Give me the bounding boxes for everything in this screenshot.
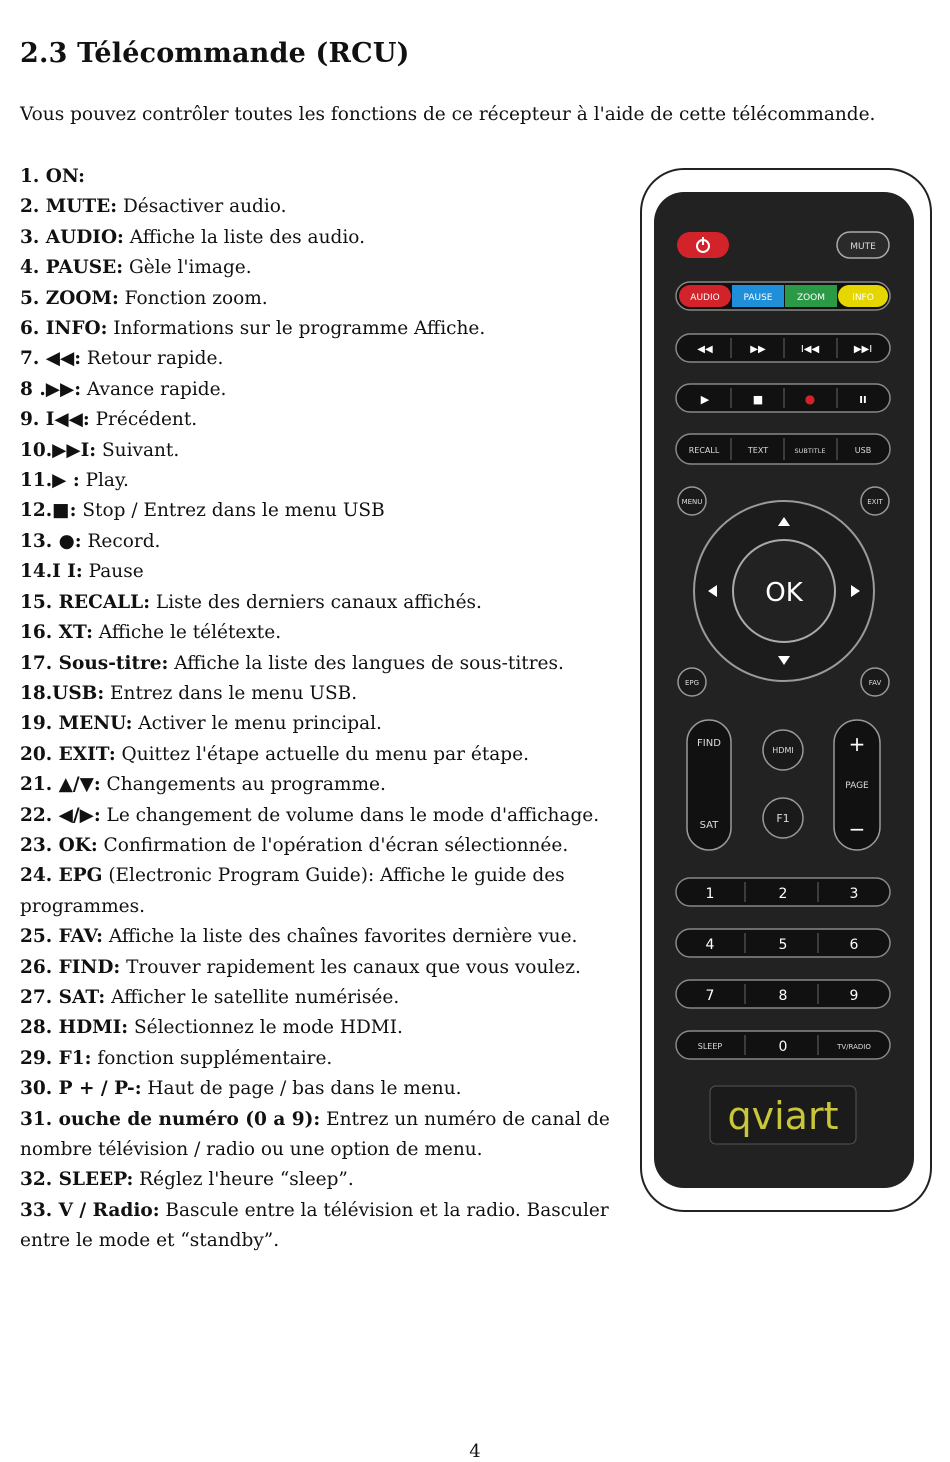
- item-text: Trouver rapidement les canaux que vous voulez.: [120, 956, 581, 978]
- find-label: FIND: [697, 738, 721, 749]
- intro-paragraph: Vous pouvez contrôler toutes les fonctions de ce récepteur à l'aide de cette télécommande.: [20, 104, 876, 125]
- item-text: Entrez un numéro de canal de nombre télévision / radio ou une option de menu.: [20, 1108, 610, 1160]
- ok-label: OK: [765, 578, 803, 608]
- digit-8-label: 8: [778, 988, 788, 1004]
- sleep-label: SLEEP: [697, 1042, 723, 1051]
- item-text: fonction supplémentaire.: [91, 1047, 333, 1069]
- digit-6-label: 6: [849, 937, 859, 953]
- list-item: [20, 588, 640, 618]
- item-text: (Electronic Program Guide): Affiche le guide des programmes.: [20, 865, 565, 917]
- number-row-4: [676, 1031, 890, 1059]
- item-text: Le changement de volume dans le mode d'affichage.: [100, 804, 600, 826]
- number-row-2: [676, 929, 890, 957]
- menu-button: [678, 487, 706, 515]
- item-text: Affiche le télétexte.: [92, 622, 282, 644]
- hdmi-button: [763, 730, 803, 770]
- next-icon: ▶▶I: [853, 344, 873, 355]
- item-key: 21. ▲/▼:: [20, 774, 101, 796]
- item-text: Confirmation de l'opération d'écran sélectionnée.: [97, 834, 569, 856]
- list-item: [20, 1165, 640, 1195]
- list-item: [20, 679, 640, 709]
- item-key: 22. ◀/▶:: [20, 804, 101, 826]
- list-item: [20, 1105, 640, 1166]
- item-text: Désactiver audio.: [117, 196, 287, 218]
- info-label: INFO: [852, 293, 874, 303]
- epg-label: EPG: [684, 679, 700, 687]
- item-key: 9. I◀◀:: [20, 409, 90, 431]
- list-item: [20, 527, 640, 557]
- list-item: [20, 192, 640, 222]
- transport-row-2: [676, 384, 890, 412]
- item-text: Haut de page / bas dans le menu.: [141, 1078, 462, 1100]
- item-key: 17. Sous-titre:: [20, 652, 169, 674]
- menu-label: MENU: [681, 498, 703, 506]
- epg-button: [678, 668, 706, 696]
- list-item: [20, 831, 640, 861]
- list-item: [20, 344, 640, 374]
- item-key: 18.USB:: [20, 682, 105, 704]
- item-key: 27. SAT:: [20, 986, 106, 1008]
- fav-label: FAV: [868, 679, 882, 687]
- rewind-icon: ◀◀: [697, 344, 713, 355]
- list-item: [20, 436, 640, 466]
- list-item: [20, 618, 640, 648]
- item-key: 14.I I:: [20, 561, 83, 583]
- record-icon: ●: [804, 392, 816, 406]
- pause-icon: II: [859, 395, 867, 406]
- power-button: [677, 232, 729, 258]
- digit-5-label: 5: [778, 937, 788, 953]
- item-key: 32. SLEEP:: [20, 1169, 134, 1191]
- item-text: Entrez dans le menu USB.: [104, 682, 358, 704]
- list-item: [20, 1044, 640, 1074]
- section-title: 2.3 Télécommande (RCU): [20, 38, 410, 69]
- navigation-pad: [694, 501, 874, 681]
- item-text: Fonction zoom.: [118, 287, 268, 309]
- number-row-3: [676, 980, 890, 1008]
- brand-wordmark: qviart: [727, 1094, 839, 1138]
- item-key: 10.▶▶I:: [20, 439, 97, 461]
- list-item: [20, 953, 640, 983]
- digit-2-label: 2: [778, 886, 788, 902]
- item-text: Pause: [82, 561, 144, 583]
- item-key: 2. MUTE:: [20, 196, 118, 218]
- list-item: [20, 1074, 640, 1104]
- exit-label: EXIT: [867, 498, 883, 506]
- list-item: [20, 284, 640, 314]
- exit-button: [861, 487, 889, 515]
- item-key: 8 .▶▶:: [20, 378, 82, 400]
- mute-button: [837, 232, 889, 258]
- list-item: [20, 922, 640, 952]
- page-minus-label: −: [848, 817, 866, 841]
- item-text: Affiche la liste des langues de sous-titres.: [168, 652, 564, 674]
- list-item: [20, 314, 640, 344]
- digit-7-label: 7: [705, 988, 715, 1004]
- zoom-label: ZOOM: [796, 293, 826, 303]
- transport-row-1: [676, 334, 890, 362]
- audio-label: AUDIO: [690, 293, 720, 303]
- item-key: 26. FIND:: [20, 956, 121, 978]
- function-list: [20, 162, 640, 1257]
- tv-radio-label: TV/RADIO: [837, 1043, 871, 1051]
- item-text: Changements au programme.: [100, 774, 386, 796]
- sat-label: SAT: [699, 820, 719, 831]
- item-text: Record.: [81, 530, 161, 552]
- digit-0-label: 0: [778, 1039, 788, 1055]
- list-item: [20, 223, 640, 253]
- fast-forward-icon: ▶▶: [750, 344, 766, 355]
- list-item: [20, 253, 640, 283]
- play-icon: ▶: [700, 393, 710, 406]
- previous-icon: I◀◀: [800, 344, 820, 355]
- list-item: [20, 162, 640, 192]
- digit-1-label: 1: [705, 886, 715, 902]
- item-text: Réglez l'heure “sleep”.: [133, 1169, 354, 1191]
- list-item: [20, 740, 640, 770]
- item-text: Bascule entre la télévision et la radio. Basculer entre le mode et “standby”.: [20, 1199, 609, 1252]
- item-text: Activer le menu principal.: [132, 713, 382, 735]
- item-text: Quittez l'étape actuelle du menu par étape.: [115, 743, 529, 765]
- hdmi-label: HDMI: [772, 746, 794, 755]
- item-text: Affiche la liste des audio.: [123, 226, 365, 248]
- item-text: Retour rapide.: [81, 348, 224, 370]
- list-item: [20, 709, 640, 739]
- item-key: 19. MENU:: [20, 713, 133, 735]
- item-key: 6. INFO:: [20, 318, 108, 340]
- list-item: [20, 405, 640, 435]
- item-text: Informations sur le programme Affiche.: [107, 318, 486, 340]
- text-label: TEXT: [747, 446, 769, 455]
- item-key: 25. FAV:: [20, 926, 104, 948]
- list-item: [20, 770, 640, 800]
- stop-icon: ■: [752, 393, 764, 406]
- item-key: 33. V / Radio:: [20, 1199, 160, 1221]
- item-key: 4. PAUSE:: [20, 257, 124, 279]
- item-text: Précédent.: [89, 409, 198, 431]
- item-key: 20. EXIT:: [20, 743, 116, 765]
- item-key: 11.▶ :: [20, 470, 80, 492]
- item-key: 7. ◀◀:: [20, 348, 82, 370]
- usb-label: USB: [854, 446, 872, 455]
- list-item: [20, 557, 640, 587]
- item-text: Avance rapide.: [81, 378, 227, 400]
- item-text: Liste des derniers canaux affichés.: [150, 591, 482, 613]
- item-key: 1. ON:: [20, 166, 85, 187]
- item-text: Sélectionnez le mode HDMI.: [128, 1017, 403, 1039]
- list-item: [20, 649, 640, 679]
- item-text: Stop / Entrez dans le menu USB: [76, 500, 385, 522]
- page-plus-label: +: [848, 732, 866, 756]
- digit-4-label: 4: [705, 937, 715, 953]
- page-number: 4: [469, 1441, 481, 1462]
- pause-label: PAUSE: [743, 293, 773, 303]
- f1-label: F1: [776, 812, 790, 825]
- f1-button: [763, 798, 803, 838]
- item-key: 31. ouche de numéro (0 a 9):: [20, 1108, 321, 1130]
- item-key: 16. XT:: [20, 622, 93, 644]
- item-key: 13. ●:: [20, 530, 82, 552]
- find-sat-rocker: [687, 720, 731, 850]
- list-item: [20, 375, 640, 405]
- item-key: 15. RECALL:: [20, 591, 151, 613]
- item-text: Gèle l'image.: [123, 257, 252, 279]
- item-text: Suivant.: [96, 439, 180, 461]
- function-row: [676, 434, 890, 464]
- item-text: Affiche la liste des chaînes favorites dernière vue.: [103, 926, 578, 948]
- fav-button: [861, 668, 889, 696]
- list-item: [20, 983, 640, 1013]
- item-text: Play.: [79, 470, 129, 492]
- item-key: 3. AUDIO:: [20, 226, 124, 248]
- item-key: 5. ZOOM:: [20, 287, 119, 309]
- list-item: [20, 496, 640, 526]
- digit-3-label: 3: [849, 886, 859, 902]
- color-button-row: [676, 282, 890, 310]
- list-item: [20, 1013, 640, 1043]
- brand-logo: [710, 1086, 856, 1144]
- list-item: [20, 1196, 640, 1257]
- list-item: [20, 861, 640, 922]
- list-item: [20, 801, 640, 831]
- item-key: 24. EPG: [20, 865, 103, 887]
- item-text: Afficher le satellite numérisée.: [105, 986, 400, 1008]
- number-row-1: [676, 878, 890, 906]
- remote-control-illustration: [640, 168, 932, 1212]
- recall-label: RECALL: [688, 446, 720, 455]
- item-key: 12.■:: [20, 500, 77, 522]
- digit-9-label: 9: [849, 988, 859, 1004]
- page-label: PAGE: [845, 781, 869, 791]
- item-key: 23. OK:: [20, 834, 98, 856]
- page-rocker: [834, 720, 880, 850]
- item-key: 28. HDMI:: [20, 1017, 129, 1039]
- list-item: [20, 466, 640, 496]
- item-key: 29. F1:: [20, 1047, 92, 1069]
- item-key: 30. P + / P-:: [20, 1078, 142, 1100]
- subtitle-label: SUBTITLE: [794, 447, 826, 455]
- mute-label: MUTE: [850, 242, 876, 252]
